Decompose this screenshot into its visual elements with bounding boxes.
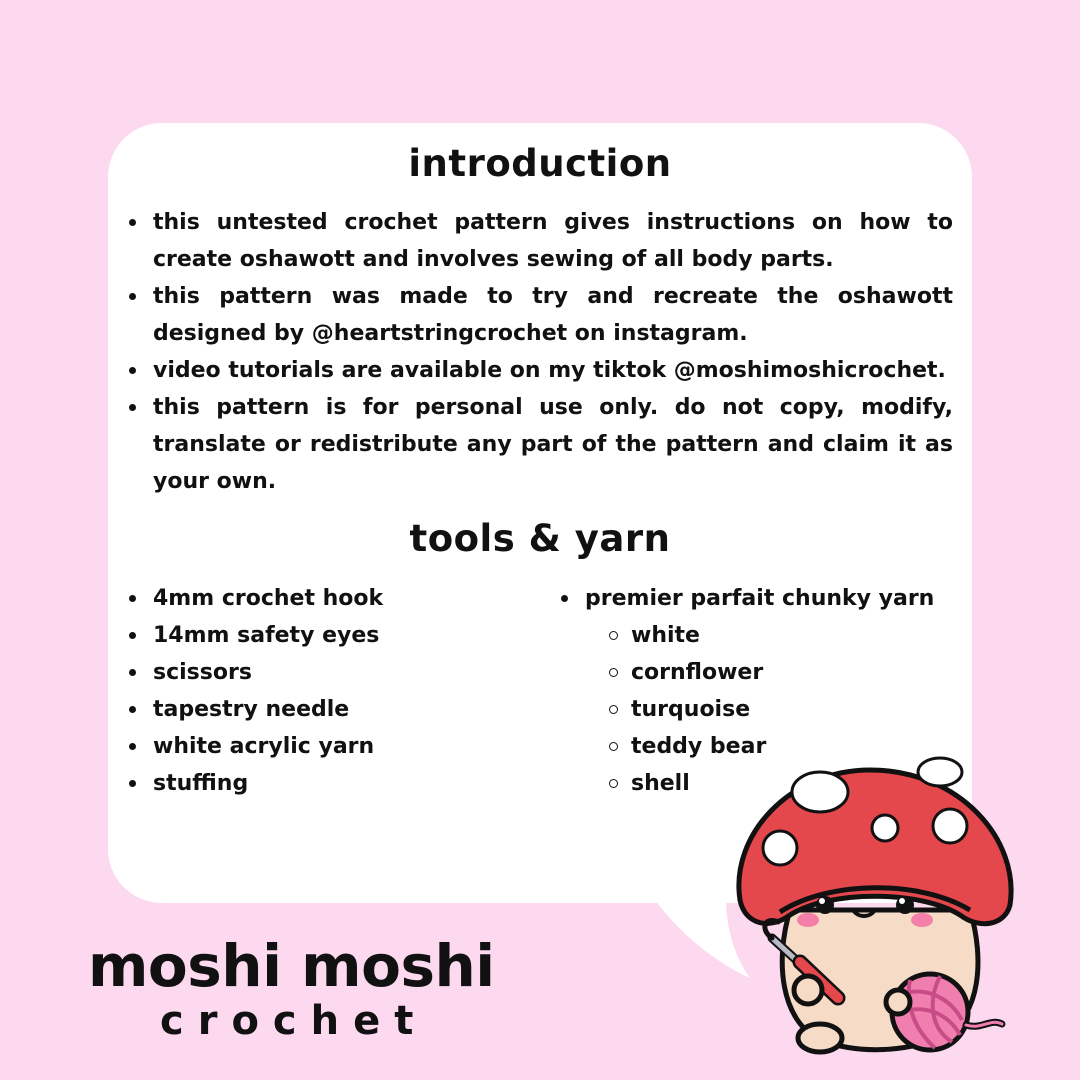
introduction-list	[153, 204, 953, 500]
list-item-text: scissors	[153, 660, 252, 685]
brand-name: moshi moshi	[88, 932, 495, 1000]
bullet-icon	[129, 743, 136, 750]
bullet-icon	[129, 404, 136, 411]
yarn-label: premier parfait chunky yarn	[585, 586, 935, 611]
list-item	[153, 654, 533, 691]
list-item-text: stuffing	[153, 771, 249, 796]
list-item	[153, 389, 953, 500]
list-item	[153, 728, 533, 765]
list-item-text: this pattern was made to try and recreate the oshawott designed by @heartstringcrochet on instagram.	[153, 284, 953, 346]
brand-subtitle: crochet	[160, 998, 428, 1044]
hollow-bullet-icon	[609, 705, 618, 714]
tools-list	[153, 580, 533, 802]
yarn-color: turquoise	[631, 697, 751, 722]
list-item-text: 4mm crochet hook	[153, 586, 384, 611]
bullet-icon	[129, 780, 136, 787]
list-item	[153, 580, 533, 617]
list-item-text: this untested crochet pattern gives instructions on how to create oshawott and involves sewing of all body parts.	[153, 210, 953, 272]
hollow-bullet-icon	[609, 631, 618, 640]
yarn-color: shell	[631, 771, 690, 796]
list-item	[153, 617, 533, 654]
bullet-icon	[129, 632, 136, 639]
bullet-icon	[129, 669, 136, 676]
list-item	[153, 765, 533, 802]
bullet-icon	[129, 595, 136, 602]
bullet-icon	[129, 706, 136, 713]
list-item-text: 14mm safety eyes	[153, 623, 380, 648]
list-item	[153, 691, 533, 728]
bullet-icon	[129, 219, 136, 226]
bullet-icon	[129, 367, 136, 374]
tools-heading: tools & yarn	[409, 517, 671, 560]
list-item	[631, 691, 945, 728]
hollow-bullet-icon	[609, 668, 618, 677]
list-item	[631, 654, 945, 691]
yarn-color: white	[631, 623, 700, 648]
list-item	[153, 204, 953, 278]
mushroom-crochet-mascot-icon	[720, 740, 1030, 1060]
hollow-bullet-icon	[609, 779, 618, 788]
list-item-text: tapestry needle	[153, 697, 350, 722]
introduction-heading: introduction	[408, 142, 672, 185]
bullet-icon	[561, 595, 568, 602]
hollow-bullet-icon	[609, 742, 618, 751]
list-item	[153, 278, 953, 352]
list-item	[631, 617, 945, 654]
bullet-icon	[129, 293, 136, 300]
list-item-text: this pattern is for personal use only. do not copy, modify, translate or redistribute any part of the pattern and claim it as your own.	[153, 395, 953, 494]
list-item-text: video tutorials are available on my tiktok @moshimoshicrochet.	[153, 358, 946, 383]
yarn-color: cornflower	[631, 660, 764, 685]
yarn-color: teddy bear	[631, 734, 767, 759]
list-item-text: white acrylic yarn	[153, 734, 375, 759]
list-item	[153, 352, 953, 389]
